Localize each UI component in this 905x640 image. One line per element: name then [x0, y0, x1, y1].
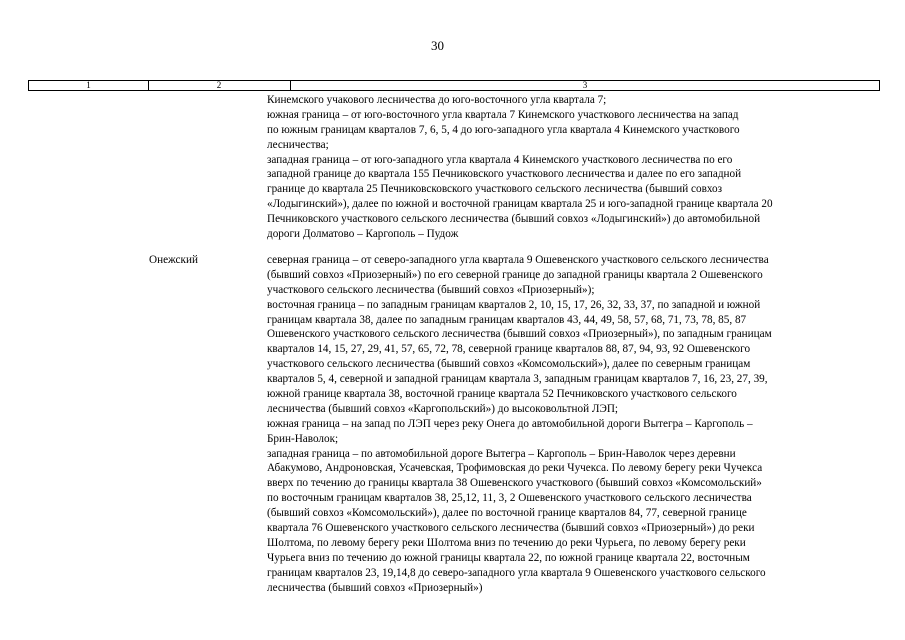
header-col-3: 3	[582, 80, 588, 90]
page-number: 30	[431, 38, 444, 53]
text-line: квартала 76 Ошевенского участкового сельского лесничества (бывший совхоз «Приозерный») до реки	[267, 522, 755, 535]
boundary-description-onezhsky	[267, 253, 867, 595]
text-line: Абакумово, Андроновская, Усачевская, Трофимовская до реки Чучекса. По левому берегу реки Чучекса	[267, 462, 763, 475]
text-line: южной границе квартала 38, восточной границе квартала 52 Печниковского участкового сельского	[267, 388, 737, 401]
text-line: южная граница – на запад по ЛЭП через реку Онега до автомобильной дороги Вытегра – Каргополь –	[267, 417, 753, 430]
text-line: участкового сельского лесничества (бывший совхоз «Приозерный»);	[267, 283, 595, 296]
boundary-description-continued	[267, 93, 867, 242]
text-line: Брин-Наволок;	[267, 432, 339, 445]
text-line: Шолтома, по левому берегу реки Шолтома вниз по течению до реки Чурьега, по левому берегу реки	[267, 536, 746, 549]
text-line: южная граница – от юго-восточного угла квартала 7 Кинемского участкового лесничества на запад	[267, 108, 739, 121]
table-header-row	[28, 80, 880, 91]
text-line: кварталов 14, 15, 27, 29, 41, 57, 65, 72, 78, северной границе кварталов 88, 87, 94, 93, 92 Ошевенского	[267, 343, 751, 356]
text-line: дороги Долматово – Каргополь – Пудож	[267, 228, 459, 241]
header-col-2: 2	[148, 81, 291, 90]
text-line: кварталов 5, 4, северной и западной границам квартала 3, западным границам кварталов 7, 16, 23, 27, 39,	[267, 373, 768, 386]
text-line: (бывший совхоз «Комсомольский»), далее по восточной границе кварталов 84, 77, северной границе	[267, 507, 747, 520]
text-line: западная граница – по автомобильной дороге Вытегра – Каргополь – Брин-Наволок через деревни	[267, 447, 736, 460]
text-line: восточная граница – по западным границам кварталов 2, 10, 15, 17, 26, 32, 33, 37, по западной и южной	[267, 298, 761, 311]
text-line: границам кварталов 23, 19,14,8 до северо-западного угла квартала 9 Ошевенского участкового сельского	[267, 566, 766, 579]
text-line: по восточным границам кварталов 38, 25,12, 11, 3, 2 Ошевенского участкового сельского лесничества	[267, 492, 752, 505]
text-line: Печниковского участкового сельского лесничества (бывший совхоз «Лодыгинский») до автомобильной	[267, 213, 761, 226]
text-line: Кинемского учакового лесничества до юго-восточного угла квартала 7;	[267, 94, 607, 106]
text-line: по южным границам кварталов 7, 6, 5, 4 до юго-западного угла квартала 4 Кинемского участкового	[267, 123, 740, 136]
text-line: границам квартала 38, далее по западным границам кварталов 43, 44, 49, 58, 57, 68, 71, 73, 78, 85, 87	[267, 313, 747, 326]
text-line: участкового сельского лесничества (бывший совхоз «Комсомольский»), далее по северным границам	[267, 358, 751, 371]
text-line: западной границе до квартала 155 Печниковского участкового лесничества и далее по его западной	[267, 168, 742, 181]
text-line: лесничества (бывший совхоз «Приозерный»)	[267, 581, 483, 594]
text-line: лесничества (бывший совхоз «Каргопольский») до высоковольтной ЛЭП;	[267, 402, 619, 415]
header-col-1: 1	[29, 81, 149, 90]
text-line: лесничества;	[267, 138, 329, 151]
text-line: Чурьега вниз по течению до южной границы квартала 22, по южной границе квартала 22, восточным	[267, 551, 750, 564]
text-line: вверх по течению до границы квартала 38 Ошевенского участкового (бывший совхоз «Комсомольский»	[267, 477, 762, 490]
text-line: северная граница – от северо-западного угла квартала 9 Ошевенского участкового сельского лесничества	[267, 254, 769, 266]
text-line: границе до квартала 25 Печниковсковского участкового сельского лесничества (бывший совхоз	[267, 183, 723, 196]
text-line: (бывший совхоз «Приозерный») по его северной границе до западной границы квартала 2 Ошевенского	[267, 268, 763, 281]
text-line: «Лодыгинский»), далее по южной и восточной границам квартала 25 и юго-западной границе квартала 20	[267, 198, 773, 211]
text-line: Ошевенского участкового сельского лесничества (бывший совхоз «Приозерный»), по западным границам	[267, 328, 772, 341]
district-name: Онежский	[149, 254, 198, 266]
text-line: западная граница – от юго-западного угла квартала 4 Кинемского участкового лесничества по его	[267, 153, 733, 166]
